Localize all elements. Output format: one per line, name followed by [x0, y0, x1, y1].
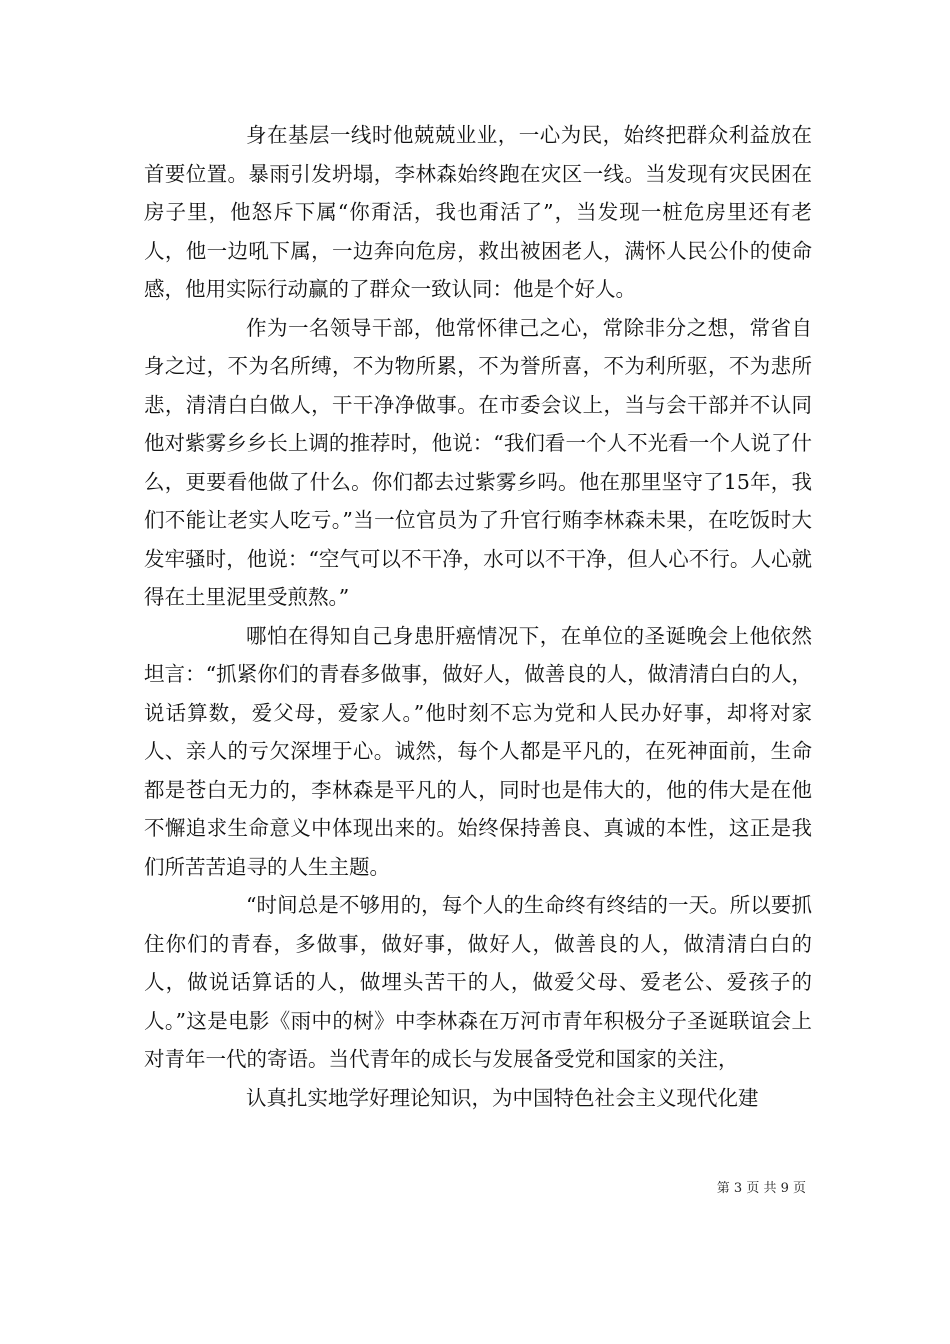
- body-text: [144, 116, 812, 1117]
- paragraph-5: 认真扎实地学好理论知识，为中国特色社会主义现代化建: [246, 1085, 759, 1110]
- paragraph-3: 哪怕在得知自己身患肝癌情况下，在单位的圣诞晚会上他依然坦言：“抓紧你们的青春多做事，做好人，做善良的人，做清清白白的人，说话算数，爱父母，爱家人。”他时刻不忘为党和人民办好事，却将对家人、亲人的亏欠深埋于心。诚然，每个人都是平凡的，在死神面前，生命都是苍白无力的，李林森是平凡的人，同时也是伟大的，他的伟大是在他不懈追求生命意义中体现出来的。始终保持善良、真诚的本性，这正是我们所苦苦追寻的人生主题。: [144, 623, 812, 879]
- paragraph-2: 作为一名领导干部，他常怀律己之心，常除非分之想，常省自身之过，不为名所缚，不为物所累，不为誉所喜，不为利所驱，不为悲所悲，清清白白做人，干干净净做事。在市委会议上，当与会干部并不认同他对紫雾乡乡长上调的推荐时，他说：“我们看一个人不光看一个人说了什么，更要看他做了什么。你们都去过紫雾乡吗。他在那里坚守了15年，我们不能让老实人吃亏。”当一位官员为了升官行贿李林森未果，在吃饭时大发牢骚时，他说：“空气可以不干净，水可以不干净，但人心不行。人心就得在土里泥里受煎熬。”: [144, 315, 812, 609]
- paragraph-1: 身在基层一线时他兢兢业业，一心为民，始终把群众利益放在首要位置。暴雨引发坍塌，李林森始终跑在灾区一线。当发现有灾民困在房子里，他怒斥下属“你甭活，我也甭活了”，当发现一桩危房里还有老人，他一边吼下属，一边奔向危房，救出被困老人，满怀人民公仆的使命感，他用实际行动赢的了群众一致认同：他是个好人。: [144, 123, 812, 301]
- paragraph-4: “时间总是不够用的，每个人的生命终有终结的一天。所以要抓住你们的青春，多做事，做好事，做好人，做善良的人，做清清白白的人，做说话算话的人，做埋头苦干的人，做爱父母、爱老公、爱孩子的人。”这是电影《雨中的树》中李林森在万河市青年积极分子圣诞联谊会上对青年一代的寄语。当代青年的成长与发展备受党和国家的关注，: [144, 893, 812, 1071]
- page-number-footer: 第 3 页 共 9 页: [716, 1181, 806, 1196]
